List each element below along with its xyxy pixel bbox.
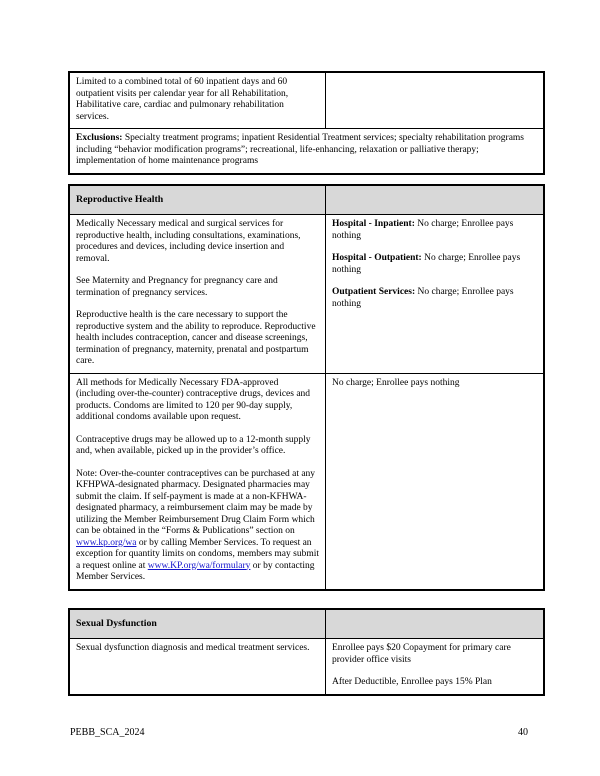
cost-share-label: Hospital - Inpatient: bbox=[332, 219, 415, 229]
exclusions-cell bbox=[69, 129, 544, 174]
benefit-description-cell bbox=[69, 215, 326, 374]
benefit-paragraph: Sexual dysfunction diagnosis and medical treatment services. bbox=[76, 643, 310, 653]
benefit-paragraph: See Maternity and Pregnancy for pregnancy care and termination of pregnancy services. bbox=[76, 276, 278, 298]
cost-share-text: No charge; Enrollee pays nothing bbox=[332, 377, 460, 388]
table-row bbox=[69, 215, 544, 374]
table-row bbox=[69, 639, 544, 695]
empty-cell bbox=[326, 185, 545, 215]
kp-org-wa-link[interactable]: www.kp.org/wa bbox=[76, 537, 137, 548]
section-header-cell bbox=[69, 609, 326, 639]
document-page bbox=[68, 71, 545, 696]
rehabilitation-continuation-table bbox=[68, 71, 545, 175]
cost-share-item: Hospital - Inpatient: No charge; Enrollee pays nothing bbox=[332, 219, 514, 241]
cost-share-cell bbox=[326, 215, 545, 374]
cost-share-label: Outpatient Services: bbox=[332, 287, 416, 297]
kp-org-formulary-link[interactable]: www.KP.org/wa/formulary bbox=[147, 560, 251, 571]
table-row bbox=[69, 373, 544, 590]
page-footer bbox=[70, 727, 528, 739]
section-header-row bbox=[69, 609, 544, 639]
section-header-cell bbox=[69, 185, 326, 215]
cost-share-item: Hospital - Outpatient: No charge; Enrollee pays nothing bbox=[332, 253, 521, 275]
benefit-description-cell bbox=[69, 373, 326, 590]
sexual-dysfunction-table bbox=[68, 608, 545, 696]
cost-share-text: After Deductible, Enrollee pays 15% Plan bbox=[332, 677, 492, 687]
table-row bbox=[69, 129, 544, 174]
section-header-row bbox=[69, 185, 544, 215]
cost-share-item: Outpatient Services: No charge; Enrollee pays nothing bbox=[332, 287, 514, 309]
benefit-description-cell bbox=[69, 639, 326, 695]
exclusions-label: Exclusions: bbox=[76, 133, 123, 143]
exclusions-text: Exclusions: Specialty treatment programs; inpatient Residential Treatment services; specialty rehabilitation programs including “behavior modification programs”; recreational, life-enhancing, relaxation or palliative therapy; implementation of home maintenance programs bbox=[76, 133, 525, 166]
document-id: PEBB_SCA_2024 bbox=[70, 727, 145, 738]
table-row bbox=[69, 72, 544, 129]
benefit-paragraph: Medically Necessary medical and surgical services for reproductive health, including consultations, examinations, procedures and devices, including device insertion and removal. bbox=[76, 219, 301, 264]
benefit-paragraph: All methods for Medically Necessary FDA-approved (including over-the-counter) contraceptive drugs, devices and products. Condoms are limited to 120 per 90-day supply, additional condoms available upon request. bbox=[76, 377, 311, 422]
limitation-cell bbox=[69, 72, 326, 129]
limitation-text: Limited to a combined total of 60 inpatient days and 60 outpatient visits per calendar year for all Rehabilitation, Habilitative care, cardiac and pulmonary rehabilitation services. bbox=[76, 77, 289, 122]
cost-share-cell bbox=[326, 639, 545, 695]
note-paragraph: Note: Over-the-counter contraceptives can be purchased at any KFHPWA-designated pharmacy. Designated pharmacies may submit the claim. If self-payment is made at a non-KFHWA-designated pharmacy, a reimbursement claim may be made by utilizing the Member Reimbursement Drug Claim Form which can be obtained in the “Forms & Publications” section on www.kp.org/wa or by calling Member Services. To request an exception for quantity limits on condoms, members may submit a request online at www.KP.org/wa/formulary or by contacting Member Services. bbox=[76, 468, 320, 582]
benefit-paragraph: Reproductive health is the care necessary to support the reproductive system and the ability to reproduce. Reproductive health includes contraception, cancer and disease screenings, termination of pregnancy, maternity, prenatal and postpartum care. bbox=[76, 310, 316, 366]
section-title: Sexual Dysfunction bbox=[76, 617, 157, 629]
cost-share-cell bbox=[326, 373, 545, 590]
section-title: Reproductive Health bbox=[76, 193, 164, 205]
cost-share-text: Enrollee pays $20 Copayment for primary care provider office visits bbox=[332, 643, 511, 665]
cost-share-label: Hospital - Outpatient: bbox=[332, 253, 422, 263]
page-number: 40 bbox=[518, 727, 528, 738]
empty-cell bbox=[326, 72, 545, 129]
benefit-paragraph: Contraceptive drugs may be allowed up to a 12-month supply and, when available, picked up in the provider’s office. bbox=[76, 434, 311, 456]
empty-cell bbox=[326, 609, 545, 639]
reproductive-health-table bbox=[68, 184, 545, 591]
